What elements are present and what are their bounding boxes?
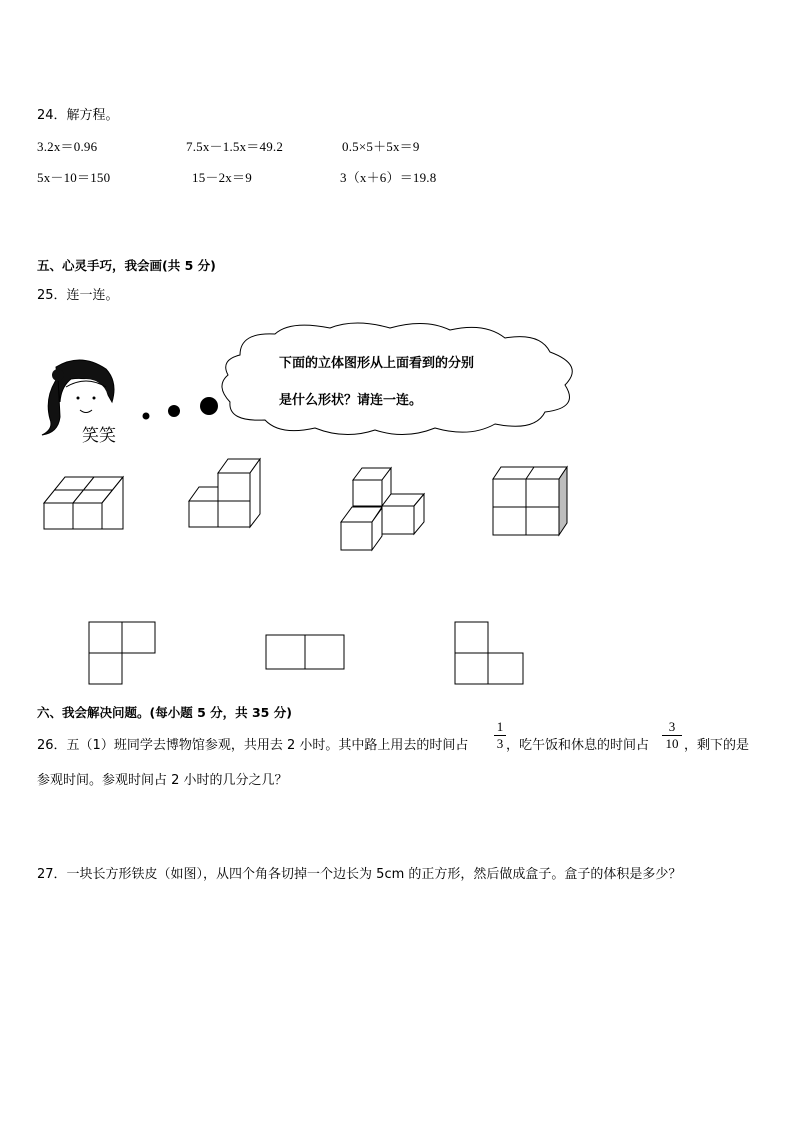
- equation-1: 3.2x＝0.96: [37, 139, 98, 154]
- solid-figure-2: [188, 456, 263, 530]
- solid-figure-1: [43, 475, 128, 531]
- q26-text-part-a: 26．五（1）班同学去博物馆参观，共用去 2 小时。其中路上用去的时间占: [37, 738, 469, 753]
- q26-text-part-d: 参观时间。参观时间占 2 小时的几分之几？: [37, 773, 288, 788]
- fraction-numerator: 1: [496, 719, 504, 734]
- equation-4: 5x－10＝150: [37, 170, 111, 185]
- girl-caption: 笑笑: [82, 426, 116, 446]
- fraction-denominator: 3: [496, 736, 504, 751]
- section-5-title: 五、心灵手巧，我会画(共 5 分): [37, 258, 216, 273]
- fraction-denominator: 10: [665, 736, 679, 751]
- equation-5: 15－2x＝9: [192, 170, 252, 185]
- bubble-text-line-1: 下面的立体图形从上面看到的分别: [279, 356, 475, 371]
- fraction-three-tenths: [662, 720, 682, 751]
- equation-2: 7.5x－1.5x＝49.2: [186, 139, 284, 154]
- q24-title: 24．解方程。: [37, 108, 119, 123]
- solid-figure-3: [338, 466, 428, 552]
- thought-bubble-icon: [140, 320, 585, 440]
- bubble-text-line-2: 是什么形状？请连一连。: [279, 393, 423, 408]
- solid-figure-4: [491, 465, 571, 537]
- equation-6: 3（x＋6）＝19.8: [340, 170, 437, 185]
- q26-text-part-c: ，剩下的是: [684, 738, 750, 753]
- q25-title: 25．连一连。: [37, 288, 119, 303]
- top-view-shape-c: [454, 621, 526, 685]
- equation-3: 0.5×5＋5x＝9: [342, 139, 420, 154]
- q27-text: 27．一块长方形铁皮（如图），从四个角各切掉一个边长为 5cm 的正方形，然后做成盒子。盒子的体积是多少？: [37, 867, 682, 882]
- fraction-numerator: 3: [668, 719, 676, 734]
- top-view-shape-a: [88, 621, 158, 685]
- section-6-title: 六、我会解决问题。(每小题 5 分，共 35 分): [37, 705, 292, 720]
- q26-text-part-b: ，吃午饭和休息的时间占: [506, 738, 650, 753]
- top-view-shape-b: [265, 634, 347, 671]
- fraction-one-third: [494, 720, 506, 751]
